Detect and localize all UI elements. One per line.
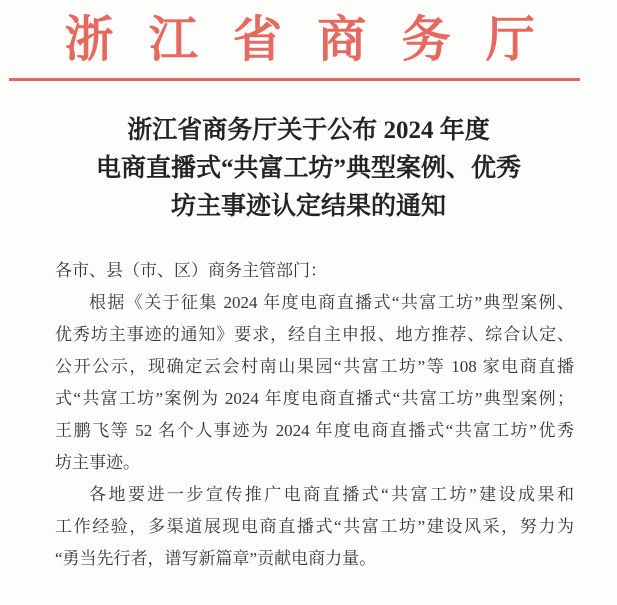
paragraph1-line-3: 公开公示，现确定云会村南山果园“共富工坊”等 108 家电商直播: [55, 357, 574, 376]
red-separator-line: [9, 78, 580, 81]
notice-body: [0, 255, 617, 575]
paragraph1-line-5: 王鹏飞等 52 名个人事迹为 2024 年度电商直播式“共富工坊”优秀: [55, 421, 574, 440]
notice-title-line-1: 浙江省商务厅关于公布 2024 年度: [127, 117, 490, 144]
salutation-line: 各市、县（市、区）商务主管部门：: [55, 261, 327, 280]
paragraph1-line-2: 优秀坊主事迹的通知》要求，经自主申报、地方推荐、综合认定、: [55, 325, 574, 344]
paragraph2-line-3: “勇当先行者，谱写新篇章”贡献电商力量。: [55, 549, 377, 568]
paragraph1-line-4: 式“共富工坊”案例为 2024 年度电商直播式“共富工坊”典型案例；: [55, 389, 574, 408]
notice-title-line-2: 电商直播式“共富工坊”典型案例、优秀: [95, 155, 521, 182]
agency-letterhead: 浙江省商务厅: [64, 12, 571, 67]
paragraph2-line-1: 各地要进一步宣传推广电商直播式“共富工坊”建设成果和: [89, 485, 574, 504]
notice-title-line-3: 坊主事迹认定结果的通知: [170, 193, 446, 220]
paragraph1-line-1: 根据《关于征集 2024 年度电商直播式“共富工坊”典型案例、: [89, 293, 574, 312]
notice-title: [0, 112, 617, 226]
paragraph2-line-2: 工作经验，多渠道展现电商直播式“共富工坊”建设风采，努力为: [55, 517, 574, 536]
paragraph1-line-6: 坊主事迹。: [55, 453, 140, 472]
